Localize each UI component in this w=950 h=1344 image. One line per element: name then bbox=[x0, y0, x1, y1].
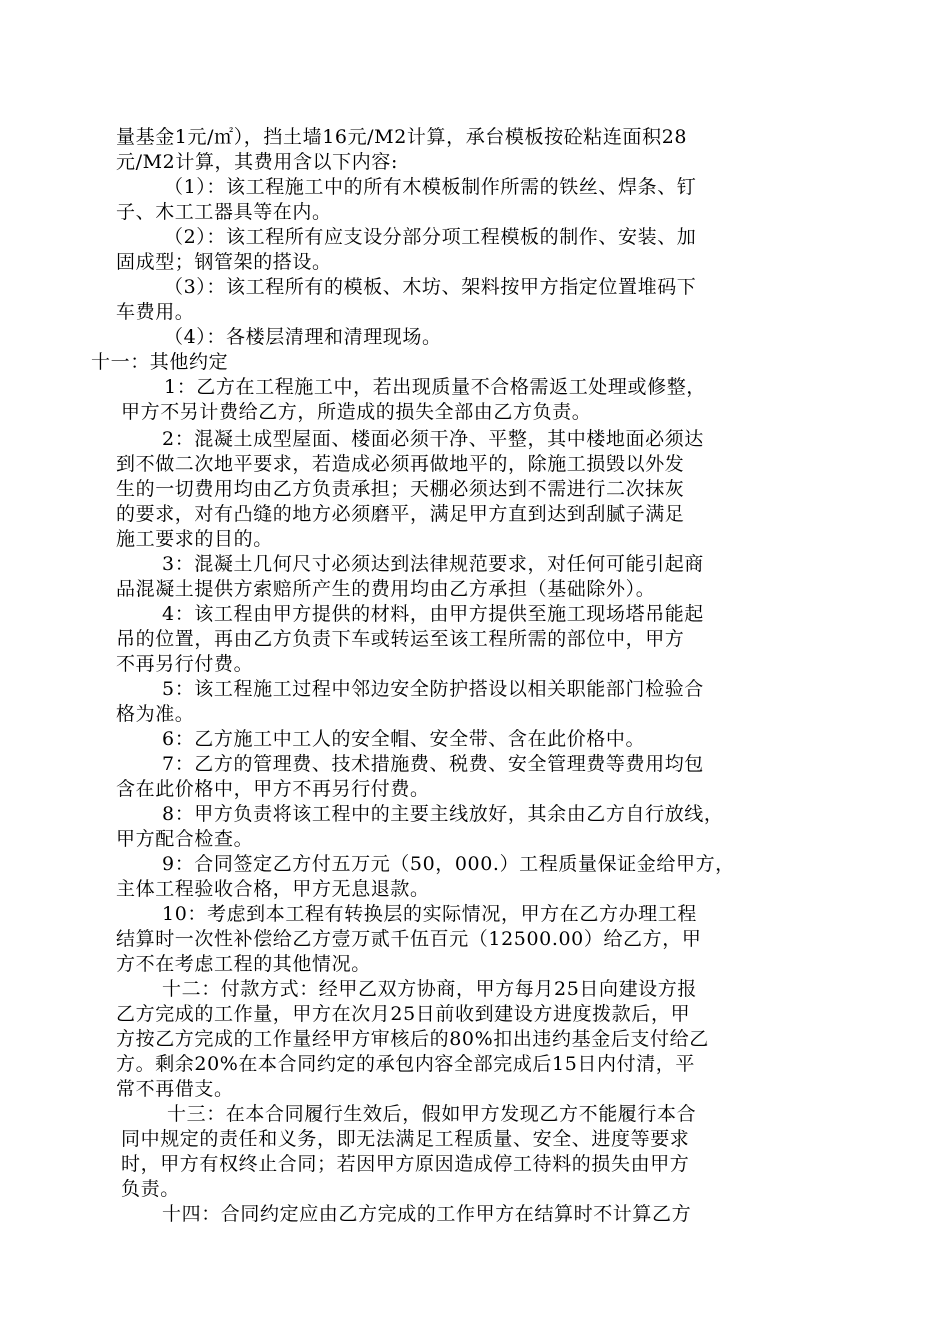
section-heading: 十三：在本合同履行生效后，假如甲方发现乙方不能履行本合 bbox=[167, 1103, 697, 1125]
text-line: 结算时一次性补偿给乙方壹万贰千伍百元（12500.00）给乙方，甲 bbox=[116, 928, 702, 950]
text-line: 方不在考虑工程的其他情况。 bbox=[116, 953, 371, 975]
text-line: 方。剩余20%在本合同约定的承包内容全部完成后15日内付清，平 bbox=[116, 1053, 696, 1075]
text-line: 1：乙方在工程施工中，若出现质量不合格需返工处理或修整， bbox=[164, 376, 706, 398]
text-line: 的要求，对有凸缝的地方必须磨平，满足甲方直到达到刮腻子满足 bbox=[116, 503, 685, 525]
text-line: 固成型；钢管架的搭设。 bbox=[116, 251, 332, 273]
text-line: 甲方不另计费给乙方，所造成的损失全部由乙方负责。 bbox=[121, 401, 592, 423]
text-line: 同中规定的责任和义务，即无法满足工程质量、安全、进度等要求 bbox=[121, 1128, 690, 1150]
text-line: 8：甲方负责将该工程中的主要主线放好，其余由乙方自行放线， bbox=[162, 803, 724, 825]
text-line: 负责。 bbox=[121, 1178, 180, 1200]
text-line: （1）：该工程施工中的所有木模板制作所需的铁丝、焊条、钉 bbox=[164, 176, 697, 198]
text-line: （4）：各楼层清理和清理现场。 bbox=[164, 326, 442, 348]
text-line: 9：合同签定乙方付五万元（50，000.）工程质量保证金给甲方， bbox=[162, 853, 735, 875]
text-line: 6：乙方施工中工人的安全帽、安全带、含在此价格中。 bbox=[162, 728, 646, 750]
text-line: 10：考虑到本工程有转换层的实际情况，甲方在乙方办理工程 bbox=[162, 903, 697, 925]
text-line: 吊的位置，再由乙方负责下车或转运至该工程所需的部位中，甲方 bbox=[116, 628, 685, 650]
text-line: 格为准。 bbox=[116, 703, 195, 725]
text-line: 元/M2计算，其费用含以下内容: bbox=[116, 151, 398, 173]
text-line: 4：该工程由甲方提供的材料，由甲方提供至施工现场塔吊能起 bbox=[162, 603, 704, 625]
text-line: 2：混凝土成型屋面、楼面必须干净、平整，其中楼地面必须达 bbox=[162, 428, 704, 450]
text-line: 子、木工工器具等在内。 bbox=[116, 201, 332, 223]
text-line: 时，甲方有权终止合同；若因甲方原因造成停工待料的损失由甲方 bbox=[121, 1153, 690, 1175]
text-line: 主体工程验收合格，甲方无息退款。 bbox=[116, 878, 430, 900]
section-heading: 十二：付款方式：经甲乙双方协商，甲方每月25日向建设方报 bbox=[162, 978, 697, 1000]
text-line: （2）：该工程所有应支设分部分项工程模板的制作、安装、加 bbox=[164, 226, 697, 248]
text-line: 到不做二次地平要求，若造成必须再做地平的，除施工损毁以外发 bbox=[116, 453, 685, 475]
text-line: 车费用。 bbox=[116, 301, 195, 323]
text-line: 甲方配合检查。 bbox=[116, 828, 254, 850]
text-line: 5：该工程施工过程中邻边安全防护搭设以相关职能部门检验合 bbox=[162, 678, 704, 700]
text-line: 品混凝土提供方索赔所产生的费用均由乙方承担（基础除外）。 bbox=[116, 578, 656, 600]
section-heading: 十一：其他约定 bbox=[91, 351, 229, 373]
text-line: 含在此价格中，甲方不再另行付费。 bbox=[116, 778, 430, 800]
text-line: 常不再借支。 bbox=[116, 1078, 234, 1100]
text-line: 乙方完成的工作量，甲方在次月25日前收到建设方进度拨款后，甲 bbox=[116, 1003, 691, 1025]
text-line: 量基金1元/㎡），挡土墙16元/M2计算，承台模板按砼粘连面积28 bbox=[116, 126, 688, 148]
section-heading: 十四：合同约定应由乙方完成的工作甲方在结算时不计算乙方 bbox=[162, 1203, 692, 1225]
text-line: 方按乙方完成的工作量经甲方审核后的80%扣出违约基金后支付给乙 bbox=[116, 1028, 709, 1050]
text-line: 3：混凝土几何尺寸必须达到法律规范要求，对任何可能引起商 bbox=[162, 553, 704, 575]
text-line: 生的一切费用均由乙方负责承担；天棚必须达到不需进行二次抹灰 bbox=[116, 478, 685, 500]
text-line: （3）：该工程所有的模板、木坊、架料按甲方指定位置堆码下 bbox=[164, 276, 697, 298]
text-line: 施工要求的目的。 bbox=[116, 528, 273, 550]
text-line: 7：乙方的管理费、技术措施费、税费、安全管理费等费用均包 bbox=[162, 753, 704, 775]
text-line: 不再另行付费。 bbox=[116, 653, 254, 675]
